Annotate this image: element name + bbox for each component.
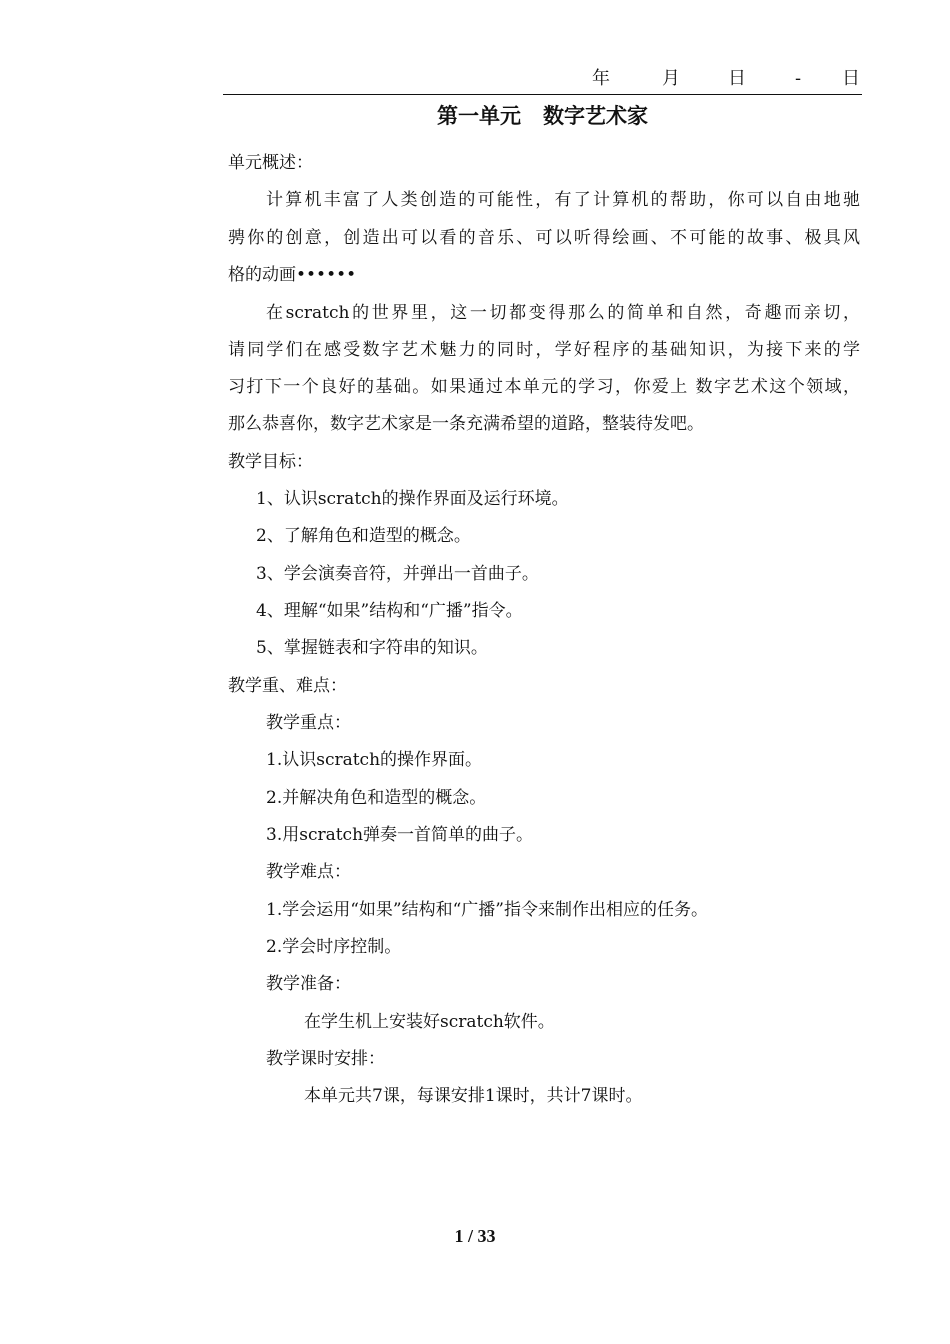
goals-heading: 教学目标：	[228, 452, 313, 472]
overview-para1-line3: 格的动画••••••	[228, 265, 357, 285]
overview-para2-line4: 那么恭喜你，数字艺术家是一条充满希望的道路，整装待发吧。	[228, 414, 704, 434]
focus-item: 1.认识scratch的操作界面。	[266, 750, 483, 770]
focus-heading: 教学重点：	[266, 713, 351, 733]
header-day-end: 日	[842, 68, 860, 89]
header-date	[590, 68, 862, 90]
goal-item: 3、学会演奏音符，并弹出一首曲子。	[256, 564, 539, 584]
goal-item: 5、掌握链表和字符串的知识。	[256, 638, 488, 658]
difficulty-item: 1.学会运用“如果”结构和“广播”指令来制作出相应的任务。	[266, 900, 708, 920]
prep-heading: 教学准备：	[266, 974, 351, 994]
header-rule	[223, 94, 862, 95]
header-dash: -	[795, 68, 802, 89]
overview-para1-line2: 骋你的创意，创造出可以看的音乐、可以听得绘画、不可能的故事、极具风	[228, 228, 860, 248]
header-day: 日	[728, 68, 746, 89]
focus-item: 2.并解决角色和造型的概念。	[266, 788, 487, 808]
schedule-text: 本单元共7课，每课安排1课时，共计7课时。	[304, 1086, 643, 1106]
overview-para2-line2: 请同学们在感受数字艺术魅力的同时，学好程序的基础知识，为接下来的学	[228, 340, 860, 360]
overview-para1-line1: 计算机丰富了人类创造的可能性，有了计算机的帮助，你可以自由地驰	[266, 190, 860, 210]
difficulty-heading: 教学难点：	[266, 862, 351, 882]
goal-item: 2、了解角色和造型的概念。	[256, 526, 471, 546]
difficulty-item: 2.学会时序控制。	[266, 937, 402, 957]
page-number: 1 / 33	[454, 1226, 496, 1246]
page-title: 第一单元 数字艺术家	[437, 104, 648, 128]
key-points-heading: 教学重、难点：	[228, 676, 347, 696]
overview-para2-line1: 在scratch的世界里，这一切都变得那么的简单和自然，奇趣而亲切，	[266, 303, 860, 323]
header-month: 月	[662, 68, 680, 89]
prep-text: 在学生机上安装好scratch软件。	[304, 1012, 555, 1032]
goal-item: 4、理解“如果”结构和“广播”指令。	[256, 601, 523, 621]
overview-para2-line3: 习打下一个良好的基础。如果通过本单元的学习，你爱上 数字艺术这个领域，	[228, 377, 860, 397]
goal-item: 1、认识scratch的操作界面及运行环境。	[256, 489, 569, 509]
focus-item: 3.用scratch弹奏一首简单的曲子。	[266, 825, 534, 845]
header-year: 年	[592, 68, 610, 89]
schedule-heading: 教学课时安排：	[266, 1049, 385, 1069]
overview-heading: 单元概述：	[228, 153, 313, 173]
